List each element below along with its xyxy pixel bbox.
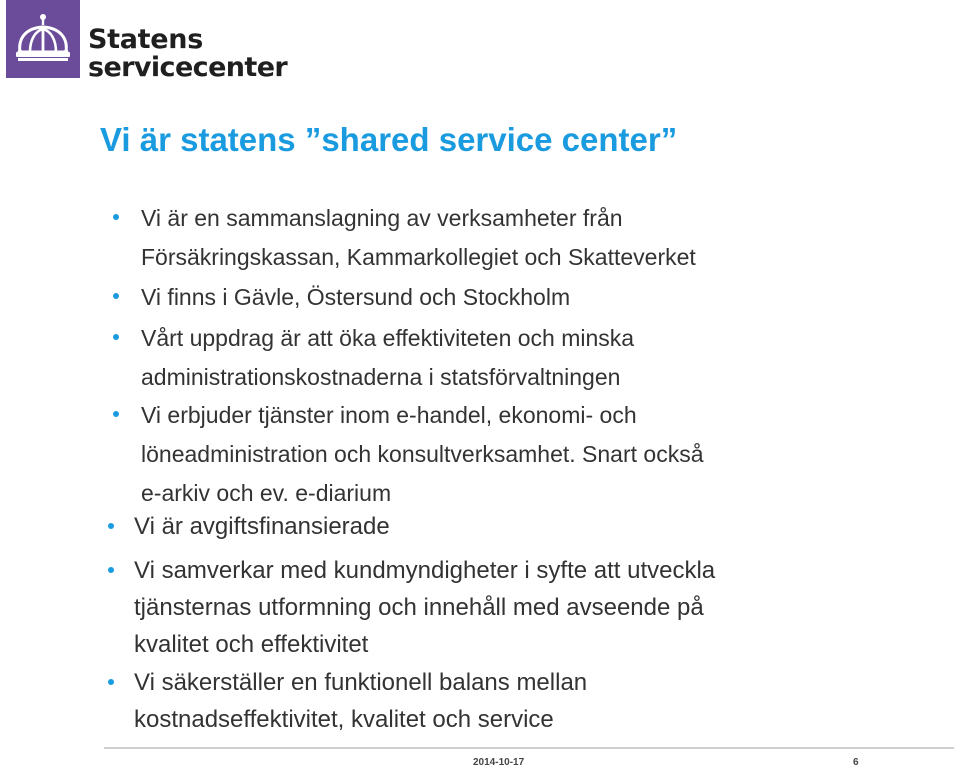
bullet-line: Vi finns i Gävle, Östersund och Stockholm xyxy=(141,284,571,310)
bullet-dot-icon xyxy=(113,334,119,340)
bullet-item xyxy=(141,319,634,397)
footer-date: 2014-10-17 xyxy=(473,757,525,768)
bullet-line: löneadministration och konsultverksamhet. Snart också xyxy=(141,441,704,467)
bullet-dot-icon xyxy=(108,523,114,529)
bullet-dot-icon xyxy=(113,293,119,299)
bullet-line: Vi säkerställer en funktionell balans mellan xyxy=(134,669,588,696)
bullet-item xyxy=(141,278,570,317)
page-number: 6 xyxy=(853,757,859,768)
bullet-item xyxy=(134,552,715,663)
logo-line-2: servicecenter xyxy=(88,51,288,83)
bullet-dot-icon xyxy=(113,411,119,417)
bullet-line: Vi samverkar med kundmyndigheter i syfte att utveckla xyxy=(134,557,716,584)
logo-wordmark xyxy=(88,26,287,81)
bullet-line: kvalitet och effektivitet xyxy=(134,631,369,658)
crown-icon xyxy=(6,0,80,78)
bullet-item xyxy=(141,199,696,277)
logo-mark xyxy=(6,0,80,78)
bullet-dot-icon xyxy=(108,567,114,573)
footer-divider xyxy=(104,747,954,749)
bullet-line: kostnadseffektivitet, kvalitet och service xyxy=(134,706,554,733)
logo-line-1: Statens xyxy=(88,24,203,55)
bullet-item xyxy=(134,508,390,545)
bullet-item xyxy=(134,664,587,738)
slide-title: Vi är statens ”shared service center” xyxy=(100,121,678,158)
bullet-line: tjänsternas utformning och innehåll med avseende på xyxy=(134,594,704,621)
bullet-line: Vårt uppdrag är att öka effektiviteten och minska xyxy=(141,325,635,351)
bullet-line: Vi är avgiftsfinansierade xyxy=(134,513,390,540)
bullet-line: e-arkiv och ev. e-diarium xyxy=(141,480,392,506)
bullet-line: Försäkringskassan, Kammarkollegiet och Skatteverket xyxy=(141,244,696,270)
bullet-line: Vi är en sammanslagning av verksamheter från xyxy=(141,205,623,231)
bullet-dot-icon xyxy=(108,679,114,685)
bullet-line: Vi erbjuder tjänster inom e-handel, ekonomi- och xyxy=(141,402,637,428)
bullet-line: administrationskostnaderna i statsförvaltningen xyxy=(141,364,621,390)
bullet-dot-icon xyxy=(113,214,119,220)
bullet-item xyxy=(141,396,704,513)
